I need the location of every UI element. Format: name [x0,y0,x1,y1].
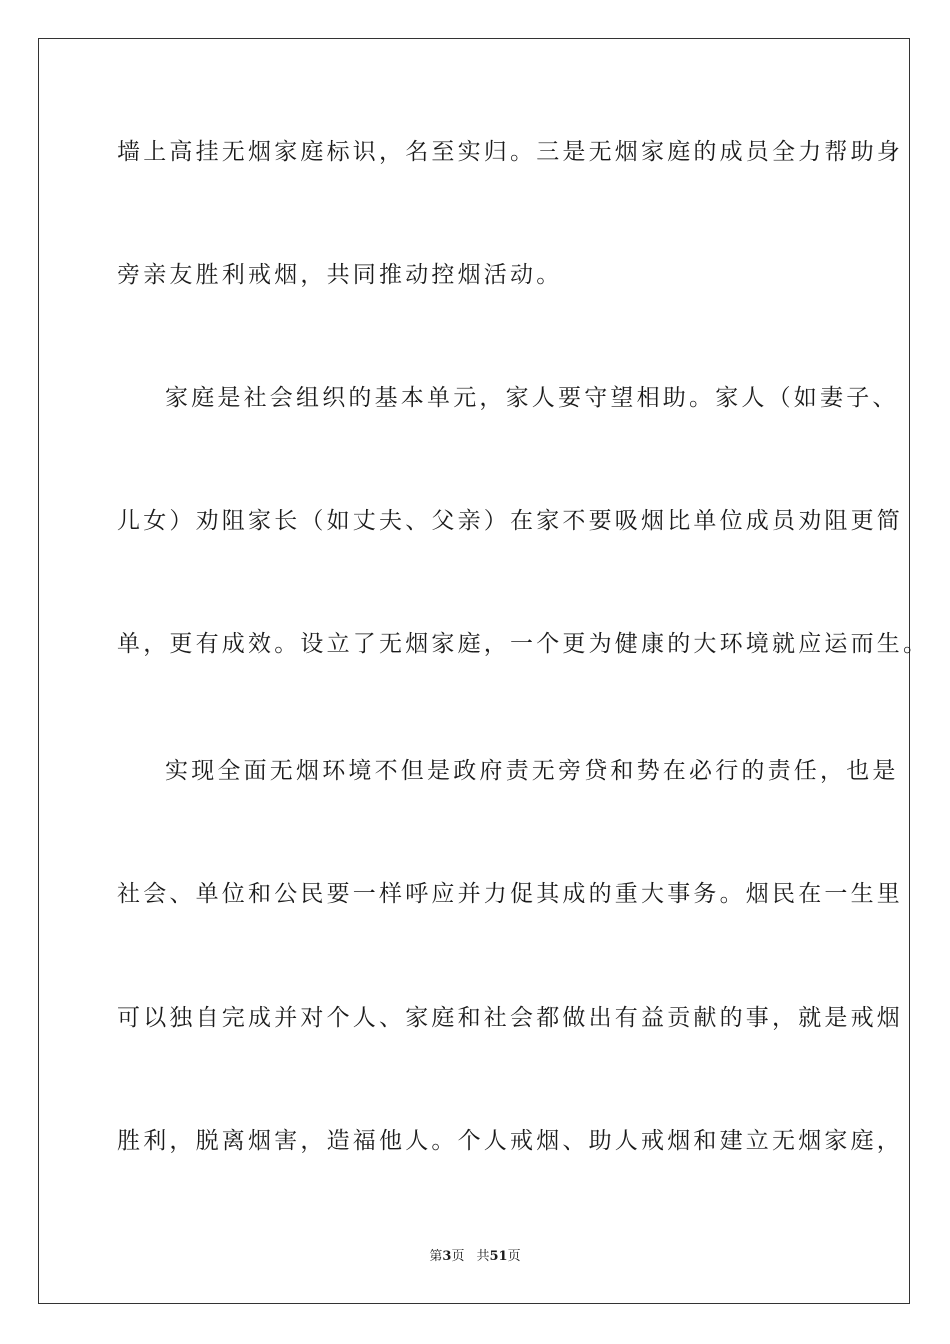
paragraph-start-line: 家庭是社会组织的基本单元，家人要守望相助。家人（如妻子、 [165,385,899,411]
total-prefix: 共 [476,1249,490,1264]
text-line: 旁亲友胜利戒烟，共同推动控烟活动。 [117,262,563,288]
total-pages: 51 [489,1249,508,1264]
page-border [38,38,930,1304]
page-suffix: 页 [451,1249,465,1264]
text-line: 儿女）劝阻家长（如丈夫、父亲）在家不要吸烟比单位成员劝阻更简 [117,508,903,534]
text-line: 墙上高挂无烟家庭标识，名至实归。三是无烟家庭的成员全力帮助身 [117,139,903,165]
text-line: 社会、单位和公民要一样呼应并力促其成的重大事务。烟民在一生里 [117,881,903,907]
text-line: 可以独自完成并对个人、家庭和社会都做出有益贡献的事，就是戒烟 [117,1005,903,1031]
page-prefix: 第 [429,1249,443,1264]
page-footer [0,1248,950,1266]
total-suffix: 页 [507,1249,521,1264]
text-line: 单，更有成效。设立了无烟家庭，一个更为健康的大环境就应运而生。 [117,631,930,657]
text-line: 胜利，脱离烟害，造福他人。个人戒烟、助人戒烟和建立无烟家庭， [117,1128,903,1154]
page-number: 3 [442,1249,452,1264]
paragraph-start-line: 实现全面无烟环境不但是政府责无旁贷和势在必行的责任，也是 [165,758,899,784]
